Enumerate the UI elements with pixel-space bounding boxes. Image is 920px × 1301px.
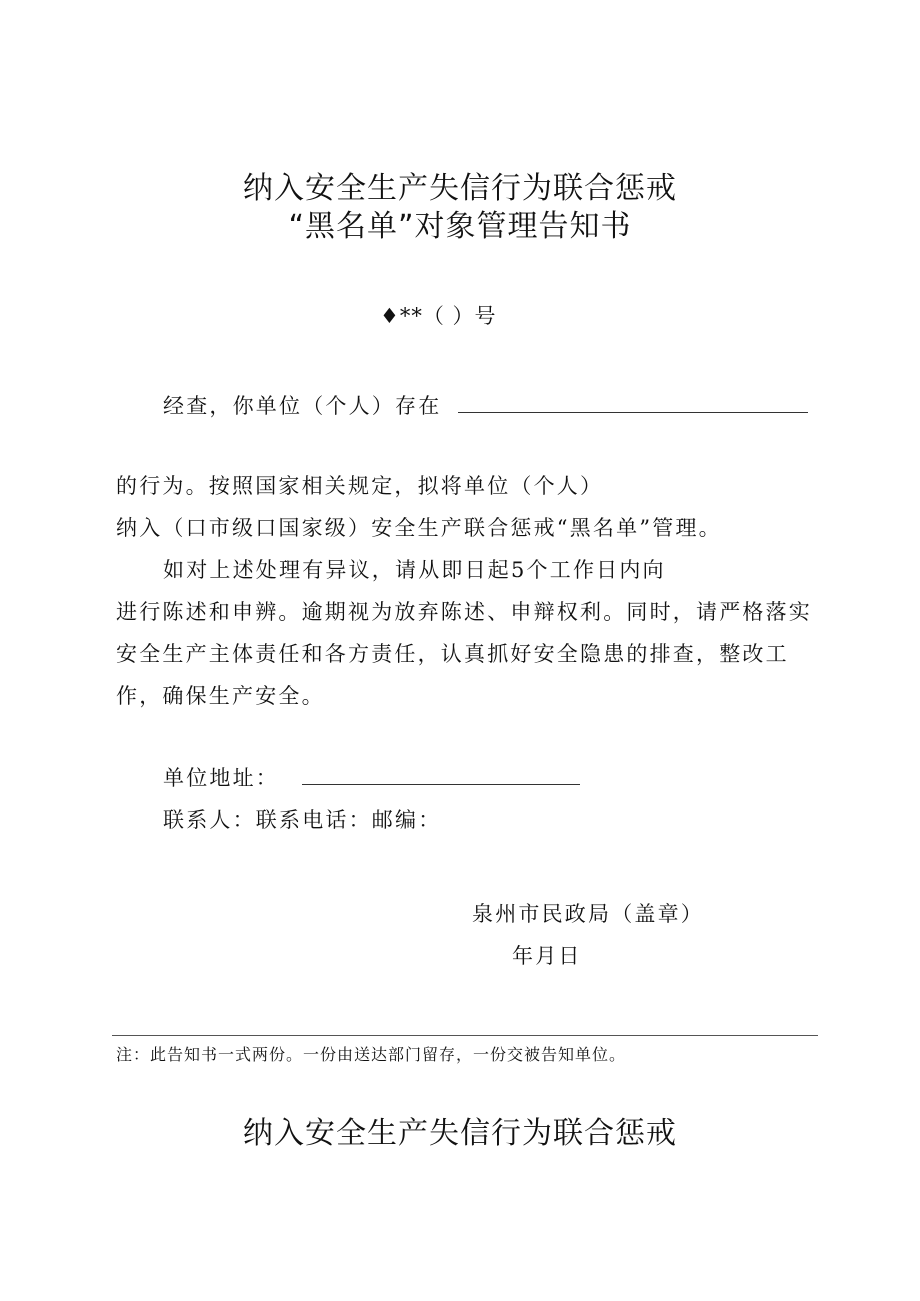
paragraph-2-line-3: 安全生产主体责任和各方责任，认真抓好安全隐患的排查，整改工 [116, 642, 789, 666]
paragraph-1-text: 经查，你单位（个人）存在 [163, 394, 442, 418]
contact-line: 联系人：联系电话：邮编： [163, 808, 442, 832]
paragraph-1-line-3: 纳入（口市级口国家级）安全生产联合惩戒“黑名单”管理。 [116, 516, 722, 540]
paragraph-1-line-2: 的行为。按照国家相关规定，拟将单位（个人） [116, 474, 604, 498]
footnote: 注：此告知书一式两份。一份由送达部门留存，一份交被告知单位。 [116, 1045, 627, 1064]
violation-blank-line [458, 398, 808, 413]
issuer-seal: 泉州市民政局（盖章） [472, 902, 704, 926]
footnote-divider [112, 1035, 818, 1036]
paragraph-2-line-4: 作，确保生产安全。 [116, 684, 325, 708]
paragraph-1-start [163, 390, 808, 420]
paragraph-2-line-2: 进行陈述和申辨。逾期视为放弃陈述、申辩权利。同时，请严格落实 [116, 600, 812, 624]
document-number: ♦**（ ）号 [380, 304, 497, 328]
issue-date: 年月日 [512, 944, 582, 968]
address-label: 单位地址： [163, 766, 279, 790]
next-page-title: 纳入安全生产失信行为联合惩戒 [243, 1116, 677, 1151]
title-line-2: “黑名单”对象管理告知书 [288, 209, 632, 244]
paragraph-2-line-1: 如对上述处理有异议，请从即日起5个工作日内向 [163, 558, 666, 582]
title-line-1: 纳入安全生产失信行为联合惩戒 [243, 171, 677, 206]
address-blank-line [302, 770, 580, 785]
address-row [163, 762, 580, 792]
